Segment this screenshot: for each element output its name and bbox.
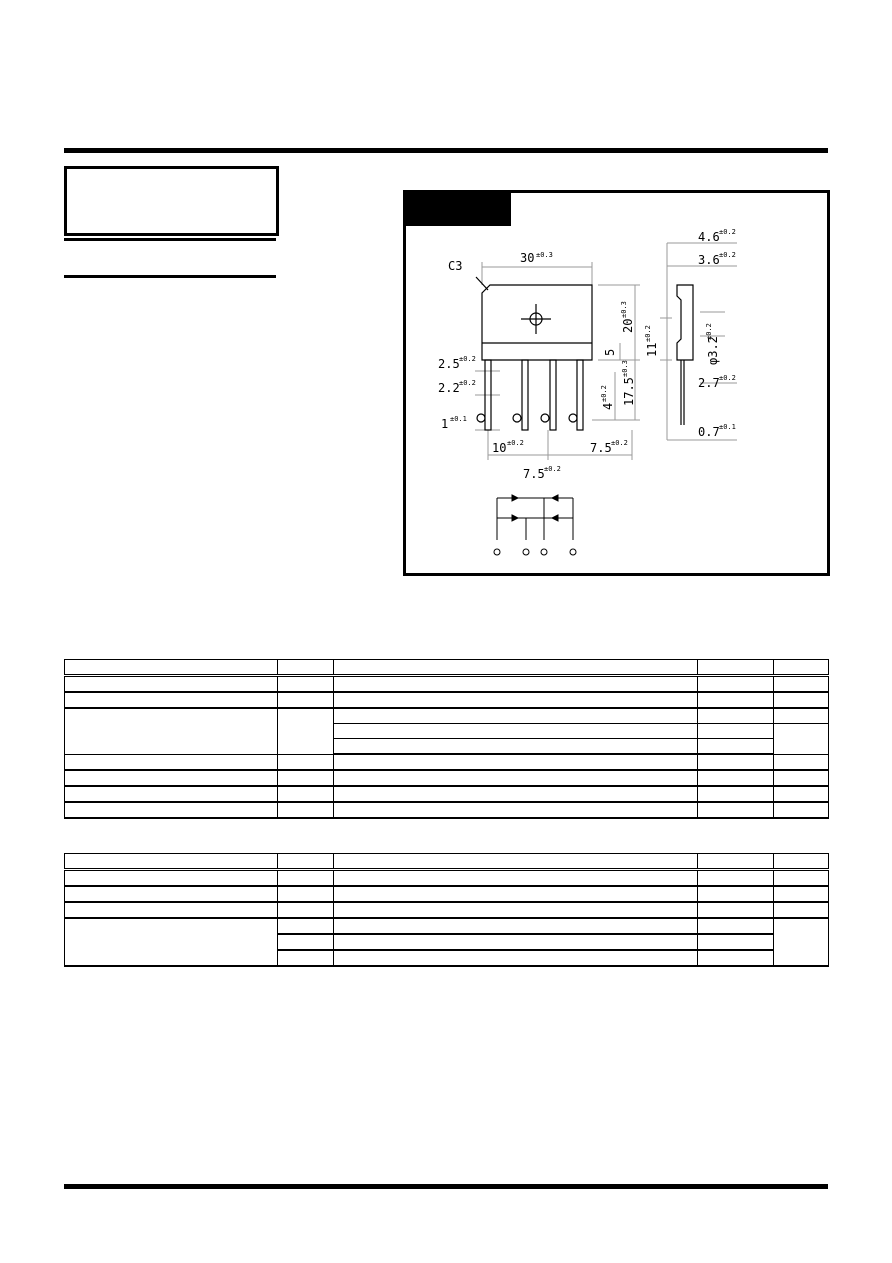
side-height-tol: ±0.2 bbox=[644, 325, 652, 342]
pitch-c-tol: ±0.2 bbox=[611, 439, 628, 447]
table-row bbox=[65, 786, 829, 802]
table-row bbox=[65, 870, 829, 887]
package-outline bbox=[476, 277, 693, 430]
body-step-label: 5 bbox=[603, 348, 617, 356]
lead-pitch-outer-label: 2.5 bbox=[438, 357, 460, 371]
table-row bbox=[65, 692, 829, 708]
side-thick-label: 4.6 bbox=[698, 230, 720, 244]
table-header-row bbox=[65, 854, 829, 870]
table-row bbox=[65, 754, 829, 770]
lead-thick-tol: ±0.1 bbox=[450, 415, 467, 423]
lead-width-tol: ±0.2 bbox=[459, 379, 476, 387]
outline-drawing bbox=[0, 0, 892, 600]
width-label: 30 bbox=[520, 251, 535, 265]
lead-thick-label: 1 bbox=[441, 417, 449, 431]
side-height-label: 11 bbox=[645, 342, 659, 357]
table-row bbox=[65, 902, 829, 918]
table-row bbox=[65, 708, 829, 724]
chamfer-label: C3 bbox=[448, 259, 463, 273]
table-row bbox=[65, 886, 829, 902]
table-row bbox=[65, 918, 829, 934]
height-tol: ±0.3 bbox=[620, 301, 628, 318]
table-row bbox=[65, 676, 829, 693]
lead-bend-label: 4 bbox=[601, 402, 615, 410]
side-lead-thick-label: 0.7 bbox=[698, 425, 720, 439]
side-step-tol: ±0.2 bbox=[719, 251, 736, 259]
width-tol: ±0.3 bbox=[536, 251, 553, 259]
bridge-schematic bbox=[494, 495, 576, 555]
table-row bbox=[65, 770, 829, 786]
side-lead-label: 2.7 bbox=[698, 376, 720, 390]
characteristics-table bbox=[64, 853, 829, 967]
side-step-label: 3.6 bbox=[698, 253, 720, 267]
hole-tol: ±0.2 bbox=[705, 323, 713, 340]
lead-width-label: 2.2 bbox=[438, 381, 460, 395]
pitch-c-label: 7.5 bbox=[590, 441, 612, 455]
lead-bend-tol: ±0.2 bbox=[600, 385, 608, 402]
pitch-a-label: 10 bbox=[492, 441, 507, 455]
lead-len-tol: ±0.3 bbox=[621, 360, 629, 377]
table-header-row bbox=[65, 660, 829, 676]
side-lead-thick-tol: ±0.1 bbox=[719, 423, 736, 431]
table-row bbox=[65, 802, 829, 818]
pitch-b-tol: ±0.2 bbox=[544, 465, 561, 473]
pitch-a-tol: ±0.2 bbox=[507, 439, 524, 447]
pitch-b-label: 7.5 bbox=[523, 467, 545, 481]
lead-pitch-outer-tol: ±0.2 bbox=[459, 355, 476, 363]
hole-label: φ3.2 bbox=[706, 336, 720, 365]
side-thick-tol: ±0.2 bbox=[719, 228, 736, 236]
height-label: 20 bbox=[621, 318, 635, 333]
footer-rule bbox=[64, 1184, 828, 1189]
lead-len-label: 17.5 bbox=[622, 377, 636, 406]
side-lead-tol: ±0.2 bbox=[719, 374, 736, 382]
ratings-table bbox=[64, 659, 829, 819]
